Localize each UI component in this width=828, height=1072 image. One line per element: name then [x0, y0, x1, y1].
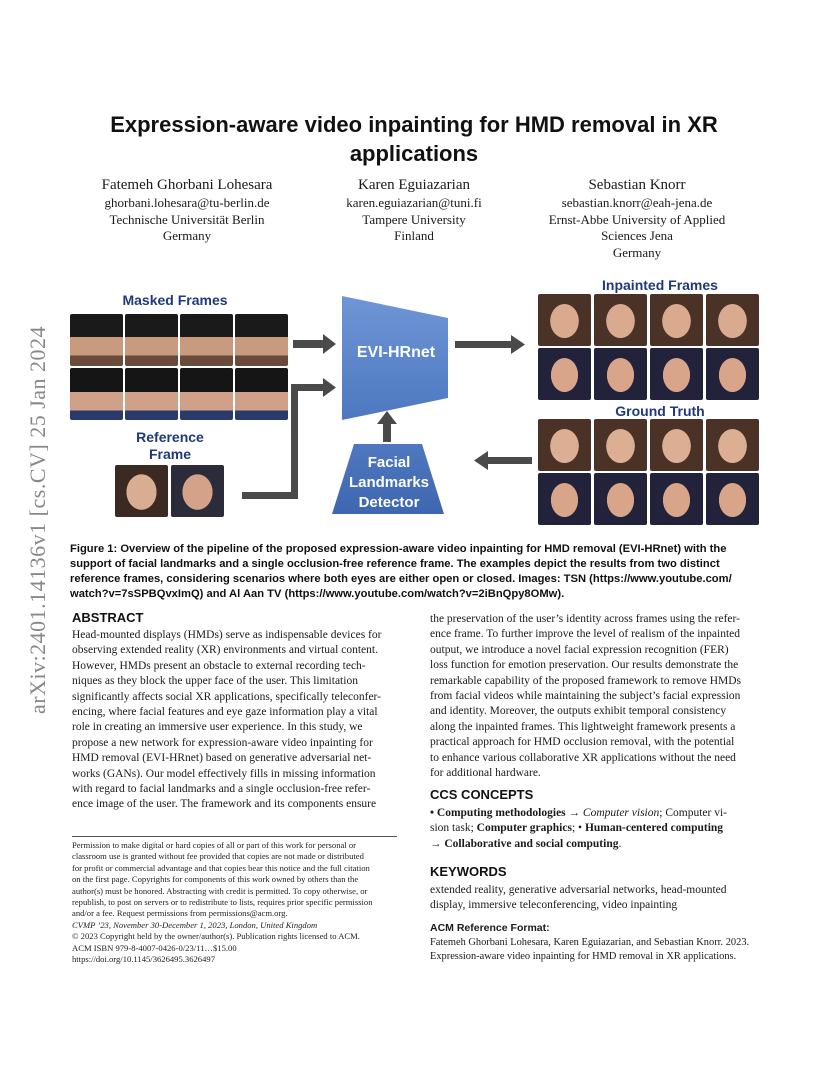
- author-name: Karen Eguiazarian: [357, 177, 471, 193]
- arrow-detector-to-net: [377, 411, 397, 442]
- keywords-heading: KEYWORDS: [430, 864, 507, 879]
- author-name: Fatemeh Ghorbani Lohesara: [101, 177, 273, 193]
- footnote-line: for profit or commercial advantage and that copies bear this notice and the full citation: [72, 862, 370, 873]
- abstract-line: with regard to facial landmarks and a single occlusion-free refer-: [72, 783, 371, 796]
- abstract-line: encing, where facial features and eye gaze information play a vital: [72, 706, 378, 719]
- abstract-line: However, HMDs present an obstacle to external recording tech-: [72, 659, 366, 672]
- inpainted-frames-label: Inpainted Frames: [602, 277, 718, 293]
- author-block-3: [524, 176, 750, 261]
- abstract-line: to enhance various collaborative XR applications without the need: [430, 751, 736, 764]
- author-affiliation: Tampere University: [362, 211, 466, 227]
- ccs-term: Computer graphics: [476, 822, 572, 835]
- abstract-line: along the inpainted frames. This lightweight framework presents a: [430, 720, 736, 733]
- evi-hrnet-label: EVI-HRnet: [356, 344, 436, 361]
- ground-truth-label: Ground Truth: [615, 403, 705, 419]
- footnote-line: on the first page. Copyrights for components of this work owned by others than the: [72, 874, 359, 885]
- ccs-term: Computer vision: [582, 807, 660, 819]
- ccs-text: sion task;: [430, 822, 477, 835]
- detector-label-line: Facial: [367, 454, 411, 471]
- ground-truth-frame: [650, 473, 703, 525]
- arrow-gt-to-detector: [474, 451, 532, 470]
- ccs-term: Human-centered computing: [584, 822, 724, 835]
- abstract-line: HMD removal (EVI-HRnet) based on generative adversarial net-: [72, 752, 372, 765]
- ccs-arrow: →: [565, 807, 583, 819]
- detector-label-line: Landmarks: [348, 474, 430, 491]
- masked-frames-label: Masked Frames: [122, 292, 228, 308]
- abstract-continued: [430, 612, 758, 781]
- arrow-ref-to-net: [242, 378, 336, 499]
- ccs-concepts: [430, 806, 760, 852]
- ground-truth-frame: [538, 419, 591, 471]
- abstract-line: loss function for emotion preservation. Our results demonstrate the: [430, 659, 739, 672]
- footnote-line: and/or a fee. Request permissions from permissions@acm.org.: [72, 908, 288, 919]
- ground-truth-frame: [538, 473, 591, 525]
- abstract-line: Head-mounted displays (HMDs) serve as indispensable devices for: [72, 629, 382, 641]
- footnote-line: classroom use is granted without fee provided that copies are not made or distributed: [72, 851, 364, 862]
- inpainted-frame: [650, 348, 703, 400]
- inpainted-frame: [650, 294, 703, 346]
- ccs-text: ; •: [571, 822, 585, 835]
- ccs-line: [430, 806, 760, 821]
- abstract-line: works (GANs). Our model effectively fills in missing information: [72, 767, 376, 780]
- abstract-body: [72, 628, 398, 813]
- permission-footnote: [72, 840, 402, 965]
- ground-truth-frame: [594, 473, 647, 525]
- arrow-masked-to-net: [293, 334, 336, 354]
- figure-caption: [70, 542, 760, 602]
- detector-label-line: Detector: [358, 494, 420, 511]
- author-country: Germany: [612, 244, 662, 260]
- abstract-line: observing extended reality (XR) environments and virtual content.: [72, 644, 378, 657]
- arxiv-stamp: [18, 290, 58, 750]
- inpainted-frame: [594, 294, 647, 346]
- author-name: Sebastian Knorr: [588, 177, 686, 193]
- abstract-line: role in creating an immersive user experience. In this study, we: [72, 721, 363, 734]
- acm-reference-heading: ACM Reference Format:: [430, 922, 550, 934]
- detector-label: [334, 453, 444, 513]
- abstract-line: ence frame. To further improve the level of realism of the inpainted: [430, 628, 741, 641]
- footnote-line: republish, to post on servers or to redistribute to lists, requires prior specific permission: [72, 897, 373, 908]
- ground-truth-frame: [706, 419, 759, 471]
- inpainted-frame: [538, 294, 591, 346]
- abstract-line: and identity. Moreover, the outputs exhibit temporal consistency: [430, 705, 727, 718]
- keywords-line: extended reality, generative adversarial networks, head-mounted: [430, 884, 727, 896]
- author-country: Germany: [162, 228, 212, 243]
- reference-label-line: Frame: [148, 446, 192, 462]
- reference-label-line: Reference: [136, 429, 204, 445]
- footnote-line: Permission to make digital or hard copies of all or part of this work for personal or: [72, 840, 357, 850]
- abstract-line: practical approach for HMD occlusion removal, with the potential: [430, 736, 735, 749]
- footnote-venue: CVMP ’23, November 30-December 1, 2023, London, United Kingdom: [72, 919, 318, 930]
- caption-line: support of facial landmarks and a single occlusion-free reference frame. The examples depict the results from two distinct: [70, 558, 720, 570]
- author-email[interactable]: ghorbani.lohesara@tu-berlin.de: [104, 195, 270, 210]
- keywords-line: display, immersive teleconferencing, video inpainting: [430, 899, 678, 912]
- ccs-text: .: [618, 837, 622, 850]
- footnote-doi-link[interactable]: https://doi.org/10.1145/3626495.3626497: [72, 954, 215, 965]
- caption-line: Figure 1: Overview of the pipeline of the proposed expression-aware video inpainting for HMD removal (EVI-HRnet) with the: [70, 543, 727, 555]
- caption-line: watch?v=7sSPBQvxImQ) and Al Aan TV (https://www.youtube.com/watch?v=2iBnQpy8OMw).: [70, 588, 565, 600]
- abstract-line: the preservation of the user’s identity across frames using the refer-: [430, 613, 740, 625]
- arrow-net-to-output: [455, 335, 525, 354]
- acm-reference-line: Fatemeh Ghorbani Lohesara, Karen Eguiazarian, and Sebastian Knorr. 2023.: [430, 937, 750, 948]
- abstract-line: niques as they block the upper face of the user. This limitation: [72, 675, 358, 688]
- abstract-line: output, we introduce a novel facial expression recognition (FER): [430, 643, 729, 656]
- author-affiliation-2: Sciences Jena: [601, 228, 673, 243]
- ccs-line: [430, 837, 760, 852]
- inpainted-frame: [706, 348, 759, 400]
- keywords-text: [430, 883, 760, 914]
- abstract-line: ence image of the user. The framework and its components ensure: [72, 798, 377, 811]
- author-affiliation: Technische Universität Berlin: [109, 211, 265, 227]
- author-email[interactable]: sebastian.knorr@eah-jena.de: [561, 195, 713, 210]
- abstract-line: for additional hardware.: [430, 767, 541, 780]
- abstract-line: from facial videos while maintaining the subject’s facial expression: [430, 690, 741, 703]
- title-line-2: applications: [349, 141, 479, 166]
- footnote-isbn: ACM ISBN 979-8-4007-0426-0/23/11…$15.00: [72, 942, 237, 953]
- acm-reference-text: [430, 936, 765, 963]
- abstract-heading: ABSTRACT: [72, 610, 144, 625]
- paper-title: [90, 110, 738, 168]
- footnote-line: author(s) must be honored. Abstracting with credit is permitted. To copy otherwise, or: [72, 885, 368, 896]
- ccs-term: • Computing methodologies: [430, 807, 566, 819]
- ccs-heading: CCS CONCEPTS: [430, 787, 534, 802]
- pipeline-figure: [70, 278, 760, 533]
- author-email[interactable]: karen.eguiazarian@tuni.fi: [346, 195, 482, 210]
- footnote-rule: [72, 836, 397, 837]
- ccs-line: [430, 821, 760, 836]
- abstract-line: remarkable capability of the proposed framework to remove HMDs: [430, 674, 742, 687]
- ccs-text: ; Computer vi-: [659, 807, 727, 819]
- ground-truth-frame: [650, 419, 703, 471]
- author-block-1: [72, 176, 302, 245]
- abstract-line: propose a new network for expression-aware video inpainting for: [72, 736, 373, 749]
- author-block-2: [314, 176, 514, 245]
- inpainted-frame: [706, 294, 759, 346]
- author-country: Finland: [394, 228, 434, 243]
- inpainted-frame: [538, 348, 591, 400]
- arxiv-stamp-text: arXiv:2401.14136v1 [cs.CV] 25 Jan 2024: [25, 325, 50, 715]
- ground-truth-frame: [594, 419, 647, 471]
- footnote-copyright: © 2023 Copyright held by the owner/author(s). Publication rights licensed to ACM.: [72, 931, 360, 942]
- inpainted-frame: [594, 348, 647, 400]
- acm-reference-line: Expression-aware video inpainting for HMD removal in XR applications.: [430, 950, 737, 962]
- author-affiliation: Ernst-Abbe University of Applied: [548, 211, 726, 227]
- caption-line: reference frames, considering scenarios where both eyes are either open or closed. Images: TSN (https://www.youtube.com/: [70, 573, 732, 585]
- abstract-line: significantly affects social XR applications, specifically teleconfer-: [72, 690, 381, 703]
- ccs-term: → Collaborative and social computing: [430, 837, 619, 850]
- title-line-1: Expression-aware video inpainting for HMD removal in XR: [110, 112, 718, 137]
- ground-truth-frame: [706, 473, 759, 525]
